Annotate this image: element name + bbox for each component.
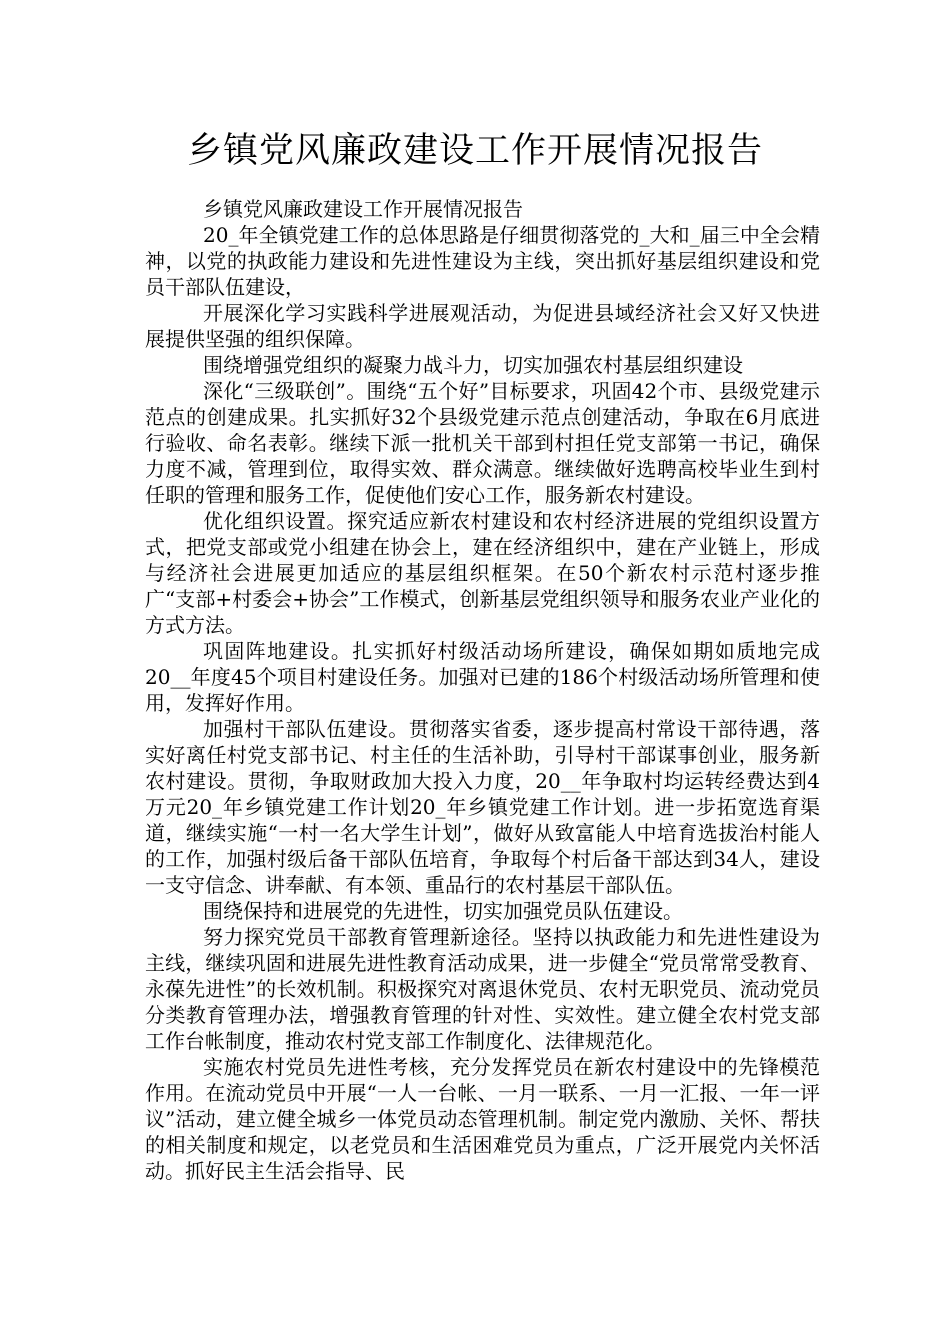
document-subtitle: 乡镇党风廉政建设工作开展情况报告 — [203, 197, 523, 221]
section-heading: 围绕增强党组织的凝聚力战斗力，切实加强农村基层组织建设 — [203, 353, 743, 377]
paragraph: 实施农村党员先进性考核，充分发挥党员在新农村建设中的先锋模范作用。在流动党员中开展“一人一台帐、一月一联系、一月一汇报、一年一评议”活动，建立健全城乡一体党员动态管理机制。制定党内激励、关怀、帮扶的相关制度和规定，以老党员和生活困难党员为重点，广泛开展党内关怀活动。抓好民主生活会指导、民 — [145, 1055, 820, 1183]
document-title: 乡镇党风廉政建设工作开展情况报告 — [186, 131, 763, 171]
paragraph: 20_年全镇党建工作的总体思路是仔细贯彻落党的_大和_届三中全会精神，以党的执政能力建设和先进性建设为主线，突出抓好基层组织建设和党员干部队伍建设， — [145, 223, 820, 299]
paragraph: 加强村干部队伍建设。贯彻落实省委，逐步提高村常设干部待遇，落实好离任村党支部书记、村主任的生活补助，引导村干部谋事创业，服务新农村建设。贯彻，争取财政加大投入力度，20__年争取村均运转经费达到4万元20_年乡镇党建工作计划20_年乡镇党建工作计划。进一步拓宽选育渠道，继续实施“一村一名大学生计划”，做好从致富能人中培育选拔治村能人的工作，加强村级后备干部队伍培育，争取每个村后备干部达到34人，建设一支守信念、讲奉献、有本领、重品行的农村基层干部队伍。 — [145, 717, 820, 897]
document-body — [145, 196, 820, 1184]
paragraph: 巩固阵地建设。扎实抓好村级活动场所建设，确保如期如质地完成20__年度45个项目村建设任务。加强对已建的186个村级活动场所管理和使用，发挥好作用。 — [145, 639, 820, 715]
paragraph: 开展深化学习实践科学进展观活动，为促进县域经济社会又好又快进展提供坚强的组织保障。 — [145, 301, 820, 351]
section-heading: 围绕保持和进展党的先进性，切实加强党员队伍建设。 — [203, 899, 683, 923]
paragraph: 深化“三级联创”。围绕“五个好”目标要求，巩固42个市、县级党建示范点的创建成果。扎实抓好32个县级党建示范点创建活动，争取在6月底进行验收、命名表彰。继续下派一批机关干部到村担任党支部第一书记，确保力度不减，管理到位，取得实效、群众满意。继续做好选聘高校毕业生到村任职的管理和服务工作，促使他们安心工作，服务新农村建设。 — [145, 379, 820, 507]
paragraph: 优化组织设置。探究适应新农村建设和农村经济进展的党组织设置方式，把党支部或党小组建在协会上，建在经济组织中，建在产业链上，形成与经济社会进展更加适应的基层组织框架。在50个新农村示范村逐步推广“支部+村委会+协会”工作模式，创新基层党组织领导和服务农业产业化的方式方法。 — [145, 509, 820, 637]
paragraph: 努力探究党员干部教育管理新途径。坚持以执政能力和先进性建设为主线，继续巩固和进展先进性教育活动成果，进一步健全“党员常常受教育、永葆先进性”的长效机制。积极探究对离退休党员、农村无职党员、流动党员分类教育管理办法，增强教育管理的针对性、实效性。建立健全农村党支部工作台帐制度，推动农村党支部工作制度化、法律规范化。 — [145, 925, 820, 1053]
